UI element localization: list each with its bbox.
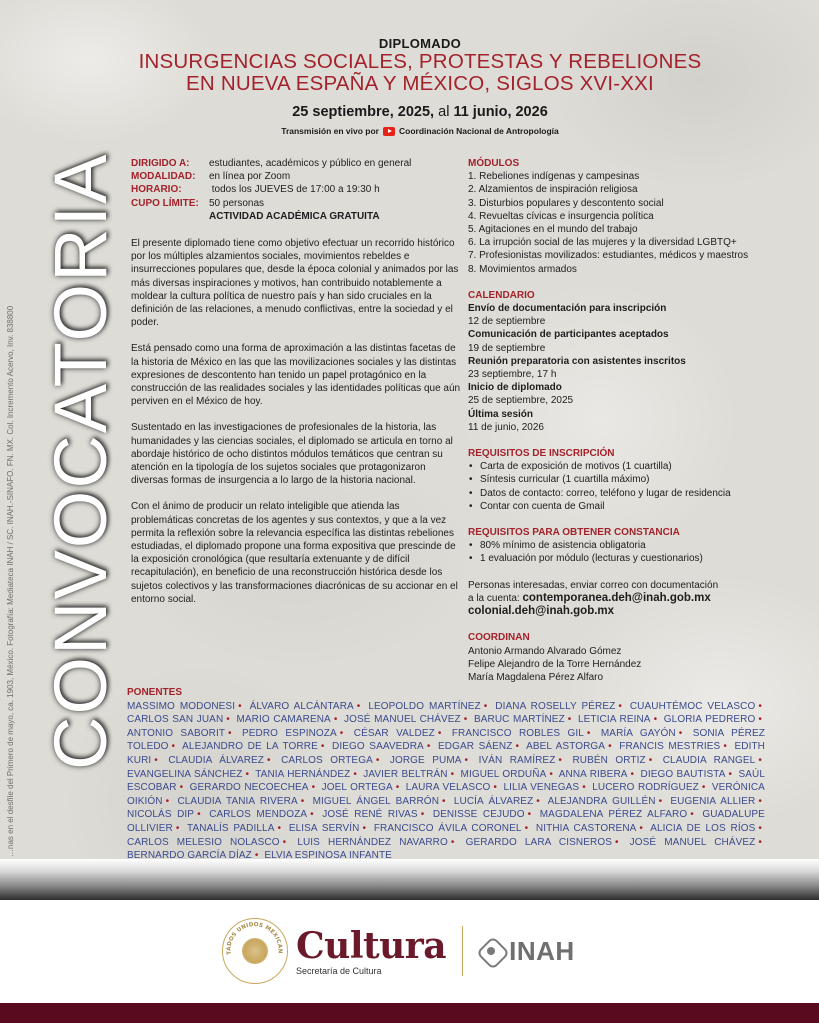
info-row-capacity <box>131 197 461 210</box>
speaker-name: DIANA ROSELLY PÉREZ <box>495 700 616 712</box>
speaker-name: ANTONIO SABORIT <box>127 727 226 739</box>
speaker-name: LILIA VENEGAS <box>503 782 580 794</box>
coordinator-name: María Magdalena Pérez Alfaro <box>468 671 604 683</box>
speaker-name: JAVIER BELTRÁN <box>363 768 448 780</box>
speaker-name: VERÓNICA OIKIÓN <box>127 782 765 807</box>
speaker-separator: • <box>701 782 706 794</box>
inah-logo <box>479 935 575 967</box>
modules-section <box>468 157 808 276</box>
module-item: 5. Agitaciones en el mundo del trabajo <box>468 224 638 236</box>
speaker-separator: • <box>728 768 733 780</box>
speaker-separator: • <box>653 714 658 726</box>
coordinators-title: COORDINAN <box>468 632 530 644</box>
speaker-separator: • <box>311 782 316 794</box>
speaker-separator: • <box>450 836 455 848</box>
speaker-name: GUADALUPE OLLIVIER <box>127 809 765 834</box>
certificate-section <box>468 526 808 566</box>
speaker-separator: • <box>362 822 367 834</box>
contact-section <box>468 579 808 619</box>
speaker-separator: • <box>375 754 380 766</box>
calendar-event-date: 11 de junio, 2026 <box>468 421 544 433</box>
speaker-separator: • <box>228 727 232 739</box>
speaker-name: NITHIA CASTORENA <box>535 822 637 834</box>
description-paragraph-2: Está pensado como una forma de aproximación a las distintas facetas de la historia de México en las que las movilizaciones sociales y las distintas expresiones de descontento han tenido un papel protagónico en la construcción de las realidades sociales y las identidades políticas que aún perviven en el México de hoy. <box>131 343 461 408</box>
speaker-name: LUCERO RODRÍGUEZ <box>592 782 699 794</box>
speaker-separator: • <box>179 782 184 794</box>
speaker-name: GLORIA PEDRERO <box>663 714 756 726</box>
title-line-1: INSURGENCIAS SOCIALES, PROTESTAS Y REBELIONES <box>138 50 702 73</box>
youtube-icon <box>383 127 395 136</box>
speaker-separator: • <box>353 768 357 780</box>
date-start: 25 septiembre, 2025, <box>292 104 435 120</box>
speaker-separator: • <box>437 727 442 739</box>
speaker-name: ALICIA DE LOS RÍOS <box>650 822 756 834</box>
speaker-separator: • <box>582 782 586 794</box>
speaker-separator: • <box>420 809 425 821</box>
speaker-name: JOSÉ MANUEL CHÁVEZ <box>629 836 756 848</box>
description-paragraph-3: Sustentado en las investigaciones de profesionales de la historia, las humanidades y las ciencias sociales, el diplomado se articula en torno al abordaje histórico de ocho distintos módulos temáticos que centran su atención en la tipología de los sujetos sociales que protagonizaron diversas formas de insurgencia a lo largo de la historia nacional. <box>131 422 453 487</box>
speaker-separator: • <box>614 836 619 848</box>
certificate-item: • 1 evaluación por módulo (lecturas y cuestionarios) <box>468 552 808 565</box>
logo-divider <box>462 926 463 976</box>
module-item: 7. Profesionistas movilizados: estudiantes, médicos y maestros <box>468 250 749 262</box>
speaker-separator: • <box>320 741 325 753</box>
info-label: MODALIDAD: <box>131 171 196 183</box>
speaker-separator: • <box>310 809 314 821</box>
speaker-separator: • <box>171 741 176 753</box>
speaker-name: MARIO CAMARENA <box>236 714 331 726</box>
speaker-name: ALEJANDRO DE LA TORRE <box>182 741 318 753</box>
speaker-separator: • <box>618 700 622 712</box>
module-item: 2. Alzamientos de inspiración religiosa <box>468 184 638 196</box>
module-item: 8. Movimientos armados <box>468 263 577 275</box>
speaker-separator: • <box>197 809 201 821</box>
calendar-event-date: 12 de septiembre <box>468 316 546 328</box>
course-dates <box>120 104 720 120</box>
speaker-name: DENISSE CEJUDO <box>432 809 525 821</box>
convocatoria-vertical-title: CONVOCATORIA <box>39 152 122 770</box>
speaker-name: ALEJANDRA GUILLÉN <box>547 795 656 807</box>
speaker-separator: • <box>758 836 762 848</box>
speaker-name: CLAUDIA ÁLVAREZ <box>168 754 265 766</box>
info-label: CUPO LÍMITE: <box>131 197 199 209</box>
info-value: estudiantes, académicos y público en general <box>209 158 412 169</box>
speaker-separator: • <box>245 768 250 780</box>
broadcast-line <box>120 126 720 136</box>
registration-section <box>468 447 808 513</box>
speaker-separator: • <box>524 822 529 834</box>
speaker-name: JOSÉ MANUEL CHÁVEZ <box>344 714 461 726</box>
speaker-name: EDGAR SÁENZ <box>438 741 513 753</box>
module-item: 4. Revueltas cívicas e insurgencia política <box>468 210 654 222</box>
speaker-separator: • <box>630 768 635 780</box>
speaker-separator: • <box>226 714 230 726</box>
speaker-separator: • <box>758 822 763 834</box>
speaker-name: EDITH KURI <box>127 741 765 766</box>
contact-prefix: a la cuenta: <box>468 592 520 604</box>
registration-item: • Carta de exposición de motivos (1 cuartilla) <box>468 460 808 473</box>
speaker-name: MAGDALENA PÉREZ ALFARO <box>539 809 688 821</box>
speaker-separator: • <box>639 822 644 834</box>
modules-title: MÓDULOS <box>468 158 520 169</box>
speaker-list <box>127 700 765 859</box>
speaker-separator: • <box>175 822 180 834</box>
speaker-name: CARLOS SAN JUAN <box>127 714 224 726</box>
seal-ring <box>220 915 286 982</box>
speaker-separator: • <box>658 795 663 807</box>
module-item: 1. Rebeliones indígenas y campesinas <box>468 171 640 183</box>
speaker-name: LEOPOLDO MARTÍNEZ <box>368 700 481 712</box>
speaker-separator: • <box>395 782 400 794</box>
speaker-separator: • <box>758 754 762 766</box>
module-item: 6. La irrupción social de las mujeres y la diversidad LGBTQ+ <box>468 237 737 249</box>
inah-glyph-icon <box>479 935 505 967</box>
speaker-separator: • <box>238 700 242 712</box>
speaker-name: ELVIA ESPINOSA INFANTE <box>264 850 392 859</box>
speaker-separator: • <box>426 741 431 753</box>
speaker-name: RUBÉN ORTIZ <box>572 754 646 766</box>
title-line-2: EN NUEVA ESPAÑA Y MÉXICO, SIGLOS XVI-XXI <box>186 72 654 95</box>
speaker-separator: • <box>464 754 469 766</box>
speaker-name: SAÚL ESCOBAR <box>127 768 765 794</box>
speaker-separator: • <box>758 795 762 807</box>
calendar-event-date: 23 septiembre, 17 h <box>468 369 557 381</box>
description-paragraph-4: Con el ánimo de producir un relato inteligible que atienda las problemáticas concretas de los agentes y sus contextos, y que a la vez permita la reflexión sobre la relevancia específica las distintas rebeliones estudiadas, el diplomado propone una forma expositiva que prescinde de la exposición cronológica (que resultaría extenuante y de difícil recapitulación), en beneficio de una reconstrucción histórica desde los sujetos colectivos y las transformaciones diacrónicas de su accionar en el entorno social. <box>131 501 458 605</box>
speaker-name: CARLOS ORTEGA <box>281 754 373 766</box>
speaker-separator: • <box>267 754 271 766</box>
footer-maroon-bar <box>0 1003 819 1023</box>
speaker-name: FRANCISCO ÁVILA CORONEL <box>373 822 522 834</box>
speaker-separator: • <box>536 795 540 807</box>
cultura-logo <box>296 924 447 976</box>
speaker-separator: • <box>515 741 520 753</box>
coordinator-name: Felipe Alejandro de la Torre Hernández <box>468 658 642 670</box>
speaker-separator: • <box>586 727 591 739</box>
speaker-separator: • <box>483 700 488 712</box>
speaker-separator: • <box>463 714 468 726</box>
certificate-title: REQUISITOS PARA OBTENER CONSTANCIA <box>468 527 680 539</box>
right-column <box>468 157 808 684</box>
speaker-separator: • <box>678 727 683 739</box>
speaker-name: EVANGELINA SÁNCHEZ <box>127 768 243 780</box>
description-paragraph-1: El presente diplomado tiene como objetivo efectuar un recorrido histórico por los múltiples alzamientos sociales, movimientos rebeldes e insurrecciones populares que, desde la época colonial y animados por las más diversas inspiraciones y motivos, han contribuido notablemente a moldear la cultura política de nuestro país y han sido cruciales en la definición de las relaciones, a menudo conflictivas, entre la sociedad y el poder. <box>131 238 459 329</box>
speaker-separator: • <box>154 754 158 766</box>
speaker-name: LETICIA REINA <box>578 714 651 726</box>
speaker-separator: • <box>527 809 532 821</box>
info-row-audience <box>131 157 461 170</box>
free-activity-note: ACTIVIDAD ACADÉMICA GRATUITA <box>209 210 380 222</box>
speaker-name: EUGENIA ALLIER <box>670 795 756 807</box>
coordinators-section <box>468 631 808 684</box>
calendar-event-label: Reunión preparatoria con asistentes inscritos <box>468 355 686 367</box>
email-link-contemporanea[interactable]: contemporanea.deh@inah.gob.mx <box>522 591 711 604</box>
speaker-name: PEDRO ESPINOZA <box>242 727 337 739</box>
speaker-name: CUAUHTÉMOC VELASCO <box>629 700 756 712</box>
speaker-separator: • <box>723 741 727 753</box>
photo-credit: …nas en el desfile del Primero de mayo, ca. 1903, México. Fotografía: Mediateca INAH / SC. INAH.-SINAFO. FN. MX. Col. Incremento Acervo, Inv. 838800 <box>6 305 15 857</box>
speaker-separator: • <box>549 768 553 780</box>
cultura-subtitle: Secretaría de Cultura <box>296 965 382 976</box>
calendar-event-date: 25 de septiembre, 2025 <box>468 395 574 407</box>
info-row-modality <box>131 170 461 183</box>
speaker-separator: • <box>450 768 455 780</box>
registration-title: REQUISITOS DE INSCRIPCIÓN <box>468 448 615 460</box>
speaker-name: MARÍA GAYÓN <box>600 727 676 739</box>
contact-email-line <box>468 592 808 605</box>
info-value: todos los JUEVES de 17:00 a 19:30 h <box>209 184 380 196</box>
speaker-name: GERARDO LARA CISNEROS <box>465 836 612 848</box>
speaker-separator: • <box>282 836 287 848</box>
speaker-separator: • <box>558 754 563 766</box>
speaker-name: CARLOS MELESIO NOLASCO <box>127 836 280 848</box>
info-label: HORARIO: <box>131 184 182 196</box>
certificate-list <box>468 539 808 565</box>
speaker-name: SONIA PÉREZ TOLEDO <box>127 727 765 753</box>
module-item: 3. Disturbios populares y descontento social <box>468 197 664 209</box>
diplomado-kicker: DIPLOMADO <box>378 36 462 51</box>
mexico-coat-of-arms-icon <box>220 915 288 984</box>
info-label: DIRIGIDO A: <box>131 158 190 169</box>
footer <box>0 900 819 1003</box>
footer-logos <box>220 915 575 984</box>
broadcast-prefix: Transmisión en vivo por <box>281 126 379 136</box>
calendar-title: CALENDARIO <box>468 289 535 301</box>
coordinator-name: Antonio Armando Alvarado Gómez <box>468 645 622 657</box>
speaker-name: NICOLÁS DIP <box>127 809 195 821</box>
date-connector: al <box>438 104 450 120</box>
info-row-schedule <box>131 183 461 196</box>
speaker-separator: • <box>608 741 612 753</box>
info-block <box>131 157 461 223</box>
registration-item: • Datos de contacto: correo, teléfono y lugar de residencia <box>468 487 808 500</box>
calendar-event-label: Envío de documentación para inscripción <box>468 303 667 315</box>
speaker-separator: • <box>333 714 338 726</box>
speaker-name: JOSÉ RENÉ RIVAS <box>322 809 418 821</box>
speaker-name: DIEGO SAAVEDRA <box>332 741 424 753</box>
speaker-name: FRANCISCO ROBLES GIL <box>451 727 584 739</box>
speaker-separator: • <box>165 795 170 807</box>
speaker-name: CLAUDIA TANIA RIVERA <box>177 795 298 807</box>
speaker-separator: • <box>254 850 259 859</box>
speaker-name: BARUC MARTÍNEZ <box>473 714 565 726</box>
speaker-name: TANIA HERNÁNDEZ <box>255 768 351 780</box>
speaker-name: JOEL ORTEGA <box>321 782 393 794</box>
speakers-section <box>127 686 765 859</box>
speaker-separator: • <box>758 714 762 726</box>
speaker-name: GERARDO NECOECHEA <box>189 782 309 794</box>
speaker-name: IVÁN RAMÍREZ <box>478 754 556 766</box>
speaker-name: MIGUEL ÁNGEL BARRÓN <box>312 795 440 807</box>
info-value: 50 personas <box>209 197 265 209</box>
speaker-separator: • <box>300 795 305 807</box>
speaker-name: CLAUDIA RANGEL <box>662 754 756 766</box>
gradient-band <box>0 859 819 900</box>
calendar-event-date: 19 de septiembre <box>468 342 546 354</box>
speaker-name: LUIS HERNÁNDEZ NAVARRO <box>297 836 448 848</box>
registration-list <box>468 460 808 513</box>
certificate-item: • 80% mínimo de asistencia obligatoria <box>468 539 808 552</box>
speaker-separator: • <box>339 727 344 739</box>
speaker-name: TANALÍS PADILLA <box>187 822 275 834</box>
calendar-event-label: Última sesión <box>468 408 534 420</box>
header <box>120 36 720 136</box>
cultura-wordmark: Cultura <box>296 924 447 967</box>
speaker-separator: • <box>277 822 282 834</box>
speaker-name: JORGE PUMA <box>389 754 462 766</box>
speaker-name: ABEL ASTORGA <box>526 741 606 753</box>
speaker-separator: • <box>567 714 572 726</box>
speaker-name: ÁLVARO ALCÁNTARA <box>249 700 354 712</box>
email-link-colonial[interactable]: colonial.deh@inah.gob.mx <box>468 605 615 618</box>
seal-text-holder <box>221 915 283 955</box>
calendar-event-label: Comunicación de participantes aceptados <box>468 329 669 341</box>
seal-text: ESTADOS UNIDOS MEXICANOS <box>220 915 283 955</box>
broadcast-channel[interactable]: Coordinación Nacional de Antropología <box>399 126 559 136</box>
speaker-separator: • <box>648 754 653 766</box>
speaker-separator: • <box>690 809 694 821</box>
speaker-name: MIGUEL ORDUÑA <box>460 768 547 780</box>
speaker-separator: • <box>493 782 498 794</box>
speaker-name: DIEGO BAUTISTA <box>640 768 726 780</box>
inah-wordmark: INAH <box>509 935 575 966</box>
left-column <box>131 157 461 606</box>
speaker-separator: • <box>442 795 446 807</box>
calendar-event-label: Inicio de diplomado <box>468 382 562 394</box>
calendar-section <box>468 289 808 434</box>
speaker-name: ANNA RIBERA <box>558 768 628 780</box>
speaker-separator: • <box>356 700 361 712</box>
speaker-name: BERNARDO GARCÍA DÍAZ <box>127 850 252 859</box>
info-value: en línea por Zoom <box>209 171 291 183</box>
speaker-separator: • <box>758 700 762 712</box>
registration-item: • Síntesis curricular (1 cuartilla máximo) <box>468 473 808 486</box>
date-end: 11 junio, 2026 <box>453 104 548 120</box>
speaker-name: CÉSAR VALDEZ <box>353 727 435 739</box>
registration-item: • Contar con cuenta de Gmail <box>468 500 808 513</box>
speakers-title: PONENTES <box>127 687 183 698</box>
speaker-name: ELISA SERVÍN <box>288 822 360 834</box>
speaker-name: FRANCIS MESTRIES <box>619 741 721 753</box>
speaker-name: LAURA VELASCO <box>405 782 491 794</box>
speaker-name: MASSIMO MODONESI <box>127 700 236 712</box>
speaker-name: LUCÍA ÁLVAREZ <box>453 795 534 807</box>
contact-instructions: Personas interesadas, enviar correo con documentación <box>468 579 719 591</box>
speaker-name: CARLOS MENDOZA <box>209 809 308 821</box>
